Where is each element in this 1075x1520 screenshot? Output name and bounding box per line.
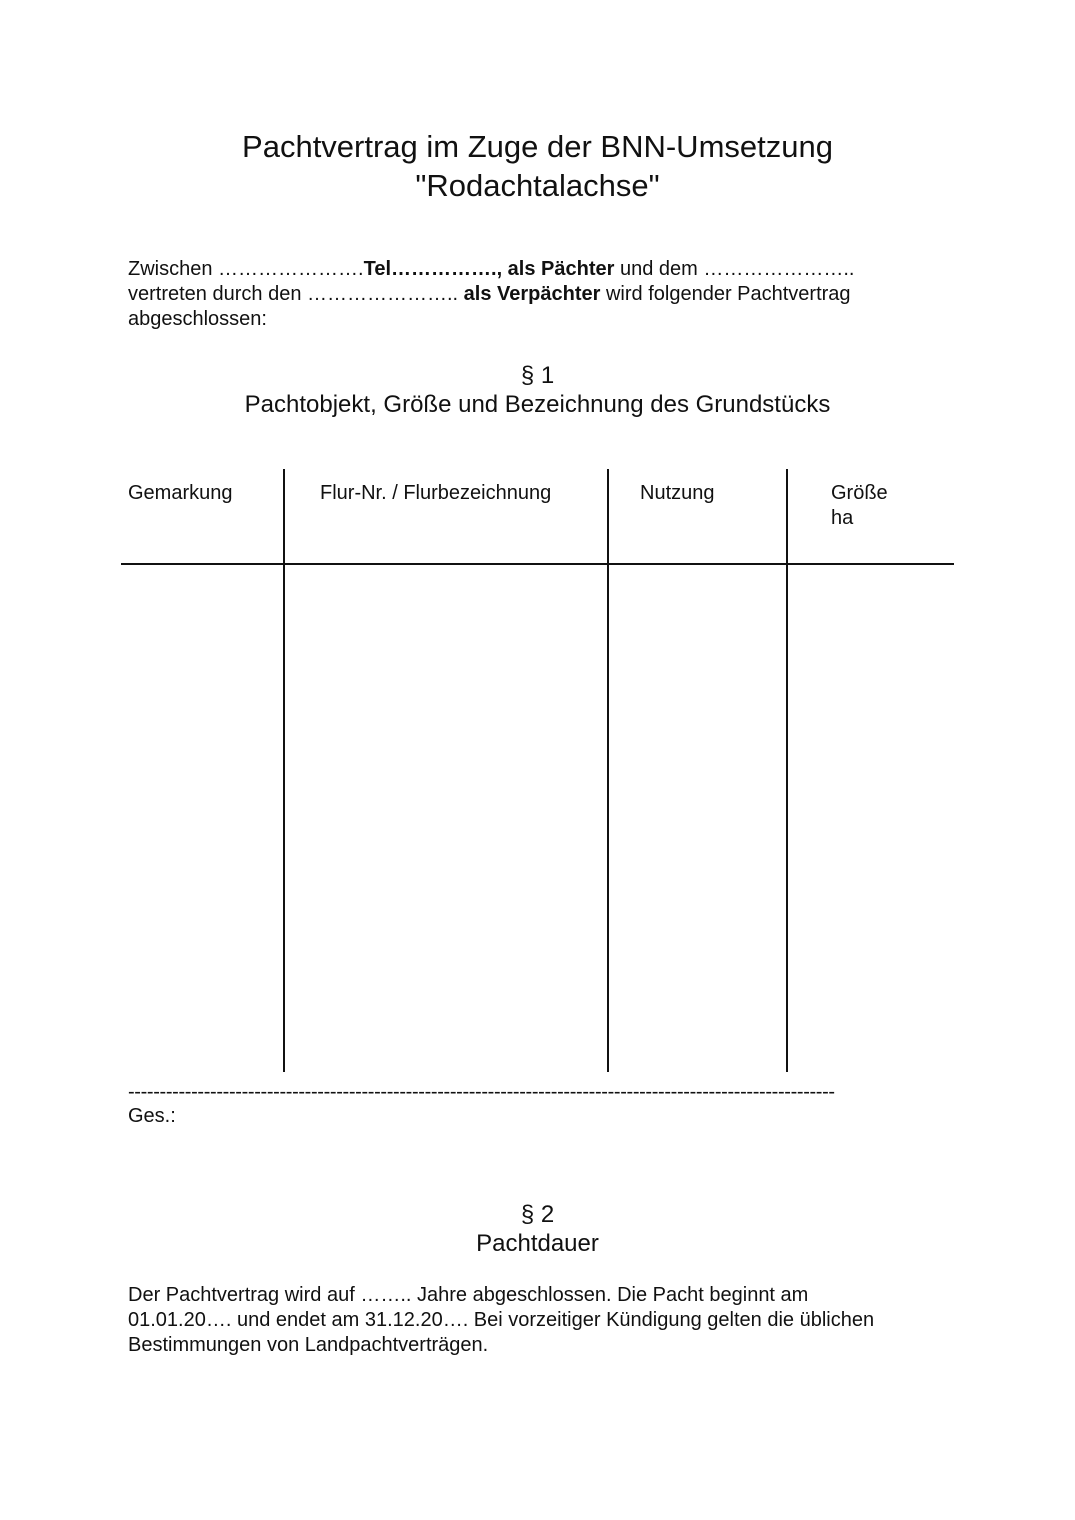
section-2-line-2: 01.01.20…. und endet am 31.12.20…. Bei vorzeitiger Kündigung gelten die üblichen: [128, 1309, 875, 1331]
intro-line-3: abgeschlossen:: [128, 308, 267, 330]
intro-line-2: [128, 282, 851, 307]
table-header-rule: [121, 563, 954, 565]
intro-contract: wird folgender Pachtvertrag: [600, 283, 851, 305]
intro-represented: vertreten durch den …………………..: [128, 283, 464, 305]
intro-line-1: [128, 257, 854, 282]
col-header-groesse: Größe: [831, 482, 888, 504]
section-2-line-3: Bestimmungen von Landpachtverträgen.: [128, 1334, 489, 1356]
col-header-flur: Flur-Nr. / Flurbezeichnung: [320, 482, 552, 504]
section-2-title: Pachtdauer: [476, 1230, 599, 1257]
section-1-number: § 1: [520, 362, 555, 389]
intro-tenant: Tel……………., als Pächter: [363, 258, 615, 280]
section-1-title: Pachtobjekt, Größe und Bezeichnung des Grundstücks: [244, 391, 831, 418]
col-header-unit: ha: [831, 507, 854, 529]
intro-and: und dem …………………..: [614, 258, 855, 280]
table-column-divider: [607, 469, 609, 1072]
table-column-divider: [283, 469, 285, 1072]
totals-label: Ges.:: [128, 1105, 176, 1127]
section-2-number: § 2: [520, 1201, 555, 1228]
intro-lessor: als Verpächter: [463, 283, 601, 305]
col-header-nutzung: Nutzung: [640, 482, 715, 504]
document-title: Pachtvertrag im Zuge der BNN-Umsetzung: [242, 129, 833, 164]
table-column-divider: [786, 469, 788, 1072]
intro-between: Zwischen ………………….: [128, 258, 364, 280]
totals-dash-rule: ----------------------------------------------------------------------------------------------------------------: [128, 1081, 835, 1103]
section-2-line-1: Der Pachtvertrag wird auf …….. Jahre abgeschlossen. Die Pacht beginnt am: [128, 1284, 809, 1306]
col-header-gemarkung: Gemarkung: [128, 482, 233, 504]
document-subtitle: "Rodachtalachse": [415, 168, 660, 203]
